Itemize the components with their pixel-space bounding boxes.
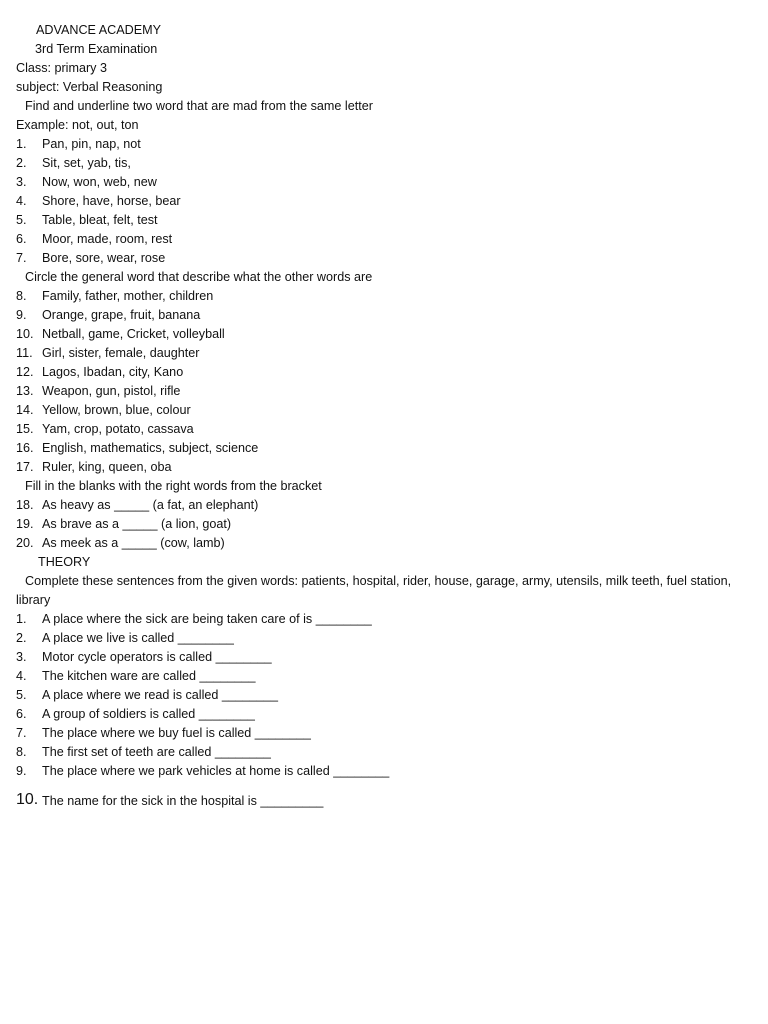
list-item (0, 420, 768, 439)
exam-title: 3rd Term Examination (35, 42, 158, 56)
item-text: Shore, have, horse, bear (42, 194, 181, 208)
item-text: English, mathematics, subject, science (42, 441, 259, 455)
item-text: Moor, made, room, rest (42, 232, 173, 246)
item-text: Yam, crop, potato, cassava (42, 422, 194, 436)
item-text: As meek as a _____ (cow, lamb) (42, 536, 225, 550)
item-text: Ruler, king, queen, oba (42, 460, 172, 474)
item-number: 5. (16, 688, 27, 702)
list-item (0, 743, 768, 762)
list-item (0, 401, 768, 420)
item-number: 7. (16, 251, 27, 265)
list-item (0, 496, 768, 515)
item-text: Lagos, Ibadan, city, Kano (42, 365, 184, 379)
item-number: 17. (16, 460, 34, 474)
item-number: 14. (16, 403, 34, 417)
list-item (0, 135, 768, 154)
item-text: Yellow, brown, blue, colour (42, 403, 191, 417)
item-number: 13. (16, 384, 34, 398)
list-item (0, 534, 768, 553)
class-line: Class: primary 3 (16, 61, 107, 75)
theory-heading: THEORY (38, 555, 91, 569)
list-item (0, 344, 768, 363)
list-item (0, 382, 768, 401)
item-number: 3. (16, 650, 27, 664)
item-text: The first set of teeth are called ________ (42, 745, 271, 759)
section-c-list (0, 496, 768, 553)
list-item (0, 325, 768, 344)
list-item (0, 363, 768, 382)
exam-document (0, 21, 768, 812)
section-a-list (0, 135, 768, 268)
list-item (0, 439, 768, 458)
list-item (0, 230, 768, 249)
item-number: 11. (16, 346, 33, 360)
item-text: A group of soldiers is called ________ (42, 707, 255, 721)
list-item (0, 667, 768, 686)
section-a-instruction: Find and underline two word that are mad from the same letter (25, 99, 373, 113)
item-number: 9. (16, 308, 27, 322)
item-number: 2. (16, 156, 27, 170)
item-number: 19. (16, 517, 34, 531)
school-name: ADVANCE ACADEMY (36, 23, 162, 37)
list-item (0, 249, 768, 268)
item-text: A place where the sick are being taken care of is ________ (42, 612, 372, 626)
list-item (0, 287, 768, 306)
item-text: Weapon, gun, pistol, rifle (42, 384, 181, 398)
list-item (0, 648, 768, 667)
list-item (0, 154, 768, 173)
item-number: 7. (16, 726, 27, 740)
item-number: 15. (16, 422, 34, 436)
item-text: Netball, game, Cricket, volleyball (42, 327, 225, 341)
section-c-instruction: Fill in the blanks with the right words from the bracket (25, 479, 322, 493)
item-number: 16. (16, 441, 34, 455)
item-number: 6. (16, 707, 27, 721)
list-item (0, 686, 768, 705)
list-item (0, 192, 768, 211)
list-item (0, 306, 768, 325)
item-text: As heavy as _____ (a fat, an elephant) (42, 498, 259, 512)
list-item (0, 705, 768, 724)
item-text: Orange, grape, fruit, banana (42, 308, 201, 322)
item-text: Pan, pin, nap, not (42, 137, 141, 151)
list-item (0, 724, 768, 743)
section-b-list (0, 287, 768, 477)
theory-instruction-line2: library (16, 593, 51, 607)
item-text: The place where we park vehicles at home is called ________ (42, 764, 390, 778)
section-b-instruction: Circle the general word that describe what the other words are (25, 270, 373, 284)
item-number: 3. (16, 175, 27, 189)
item-number: 4. (16, 194, 27, 208)
item-number: 1. (16, 612, 27, 626)
list-item (0, 173, 768, 192)
item-number: 4. (16, 669, 27, 683)
list-item (0, 610, 768, 629)
theory-instruction-line1: Complete these sentences from the given words: patients, hospital, rider, house, garage, army, utensils, milk teeth, fuel station, (25, 574, 732, 588)
item-number: 8. (16, 745, 27, 759)
theory-list (0, 610, 768, 781)
list-item (0, 458, 768, 477)
item-text: Family, father, mother, children (42, 289, 214, 303)
item-number: 20. (16, 536, 34, 550)
list-item (0, 629, 768, 648)
item-text: Girl, sister, female, daughter (42, 346, 200, 360)
item-text: Table, bleat, felt, test (42, 213, 158, 227)
item-number: 10. (16, 791, 39, 808)
list-item (0, 211, 768, 230)
item-number: 18. (16, 498, 34, 512)
item-number: 1. (16, 137, 27, 151)
item-text: As brave as a _____ (a lion, goat) (42, 517, 232, 531)
item-number: 8. (16, 289, 27, 303)
subject-line: subject: Verbal Reasoning (16, 80, 163, 94)
item-text: The kitchen ware are called ________ (42, 669, 256, 683)
item-text: A place we live is called ________ (42, 631, 234, 645)
list-item (0, 515, 768, 534)
item-text: Sit, set, yab, tis, (42, 156, 131, 170)
item-number: 2. (16, 631, 27, 645)
item-text: Now, won, web, new (42, 175, 157, 189)
list-item (0, 788, 768, 812)
item-text: The place where we buy fuel is called ________ (42, 726, 311, 740)
item-number: 12. (16, 365, 34, 379)
item-number: 9. (16, 764, 27, 778)
example-line: Example: not, out, ton (16, 118, 139, 132)
item-number: 5. (16, 213, 27, 227)
item-text: Bore, sore, wear, rose (42, 251, 166, 265)
item-text: A place where we read is called ________ (42, 688, 278, 702)
item-number: 6. (16, 232, 27, 246)
item-text: Motor cycle operators is called ________ (42, 650, 272, 664)
item-text: The name for the sick in the hospital is _________ (42, 794, 324, 808)
item-number: 10. (16, 327, 34, 341)
list-item (0, 762, 768, 781)
